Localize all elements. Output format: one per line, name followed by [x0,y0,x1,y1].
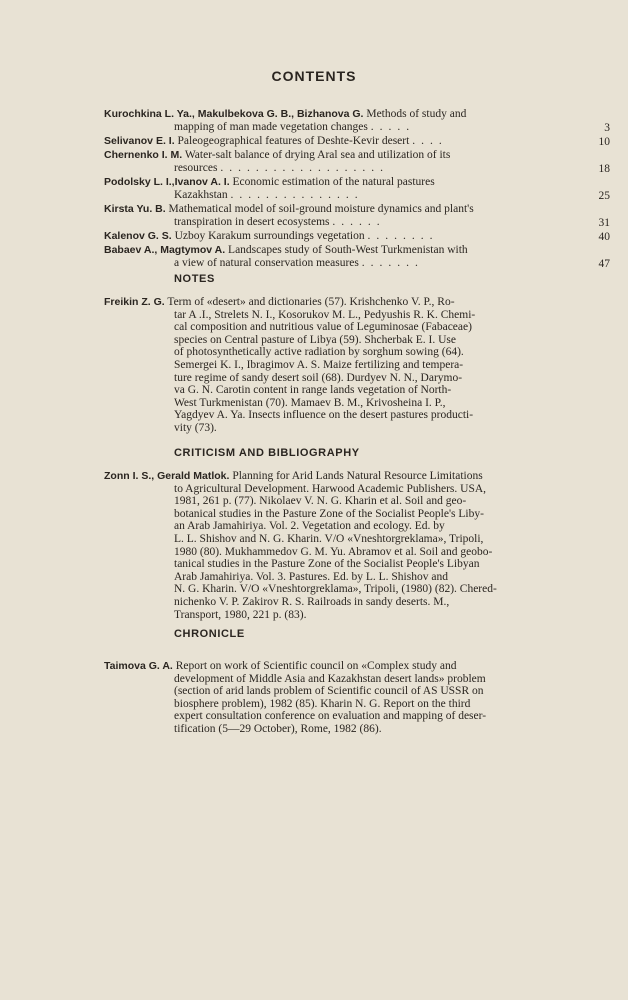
toc-page: 18 [598,163,610,176]
toc-page: 31 [598,217,610,230]
notes-line: cal composition and nutritious value of Leguminosae (Fabaceae) [174,321,472,334]
criticism-paragraph [104,470,576,621]
criticism-first-line: Planning for Arid Lands Natural Resource Limitations [232,470,483,482]
toc-page: 47 [598,258,610,271]
toc-title-cont: mapping of man made vegetation changes [174,120,368,133]
notes-line: Semergei K. I., Ibragimov A. S. Maize fertilizing and tempera- [174,358,464,371]
toc-title: Paleogeographical features of Deshte-Kevir desert [177,135,410,147]
toc-author: Chernenko I. M. [104,149,183,161]
chronicle-line: biosphere problem), 1982 (85). Kharin N. G. Report on the third [174,697,471,710]
chronicle-paragraph [104,660,576,736]
criticism-line: N. G. Kharin. V/O «Vneshtorgreklama», Tripoli, (1980) (82). Chered- [174,583,497,596]
toc-author: Kalenov G. S. [104,230,172,242]
criticism-line: 1980 (80). Mukhammedov G. M. Yu. Abramov et al. Soil and geobo- [174,545,493,558]
chronicle-lead-author: Taimova G. A. [104,660,173,672]
toc-title: Economic estimation of the natural pastures [232,176,435,188]
page-title: CONTENTS [271,68,357,84]
toc-author: Selivanov E. I. [104,135,175,147]
chronicle-line: tification (5—29 October), Rome, 1982 (86). [174,722,382,735]
toc-entry[interactable]: Babaev A., Magtymov A. Landscapes study of South-West Turkmenistan with a view of natural conservation measures ....... 47 [104,244,610,271]
toc-author: Podolsky L. I.,Ivanov A. I. [104,176,230,188]
notes-line: West Turkmenistan (70). Mamaev B. M., Krivosheina I. P., [174,396,446,409]
criticism-line: Transport, 1980, 221 p. (83). [174,608,307,621]
notes-line: ture regime of sandy desert soil (68). Durdyev N. N., Darymo- [174,371,463,384]
notes-first-line: Term of «desert» and dictionaries (57). Krishchenko V. P., Ro- [167,296,455,308]
toc-title: Methods of study and [366,108,467,120]
toc-list [104,108,610,271]
notes-line: tar A .I., Strelets N. I., Kosorukov M. L., Pedyushis R. K. Chemi- [174,308,476,321]
criticism-line: tanical studies in the Pasture Zone of the Socialist People's Libyan [174,558,480,571]
criticism-line: 1981, 261 p. (77). Nikolaev V. N. G. Kharin et al. Soil and geo- [174,495,467,508]
notes-heading: NOTES [174,273,215,285]
criticism-lead-author: Zonn I. S., Gerald Matlok. [104,470,230,482]
criticism-line: Arab Jamahiriya. Vol. 3. Pastures. Ed. by L. L. Shishov and [174,570,448,583]
criticism-line: an Arab Jamahiriya. Vol. 2. Vegetation and ecology. Ed. by [174,520,445,533]
toc-entry[interactable]: Selivanov E. I. Paleogeographical features of Deshte-Kevir desert .... 10 [104,135,610,149]
criticism-heading: CRITICISM AND BIBLIOGRAPHY [174,447,360,459]
toc-title: Landscapes study of South-West Turkmenistan with [228,244,468,256]
criticism-line: L. L. Shishov and N. G. Kharin. V/O «Vneshtorgreklama», Tripoli, [174,532,484,545]
toc-author: Kurochkina L. Ya., Makulbekova G. B., Bizhanova G. [104,108,364,120]
toc-entry[interactable]: Chernenko I. M. Water-salt balance of drying Aral sea and utilization of its resources ................... 18 [104,149,610,176]
toc-author: Kirsta Yu. B. [104,203,166,215]
notes-paragraph [104,296,576,435]
toc-entry[interactable]: Kalenov G. S. Uzboy Karakum surroundings vegetation ........ 40 [104,230,610,244]
notes-line: of photosynthetically active radiation by sorghum sowing (64). [174,346,464,359]
toc-entry[interactable]: Kirsta Yu. B. Mathematical model of soil-ground moisture dynamics and plant's transpiration in desert ecosystems ...... 31 [104,203,610,230]
toc-entry[interactable]: Podolsky L. I.,Ivanov A. I. Economic estimation of the natural pastures Kazakhstan ............... 25 [104,176,610,203]
toc-title-cont: resources [174,161,218,174]
chronicle-line: development of Middle Asia and Kazakhstan desert lands» problem [174,672,486,685]
toc-title-cont: a view of natural conservation measures [174,256,359,269]
toc-title-cont: transpiration in desert ecosystems [174,215,330,228]
toc-title-cont: Kazakhstan [174,188,228,201]
notes-line: va G. N. Carotin content in range lands vegetation of North- [174,384,452,397]
criticism-line: nichenko V. P. Zakirov R. S. Railroads in sandy deserts. M., [174,595,450,608]
toc-title: Mathematical model of soil-ground moisture dynamics and plant's [168,203,474,215]
criticism-line: to Agricultural Development. Harwood Academic Publishers. USA, [174,482,487,495]
chronicle-line: expert consultation conference on evaluation and mapping of deser- [174,710,487,723]
notes-line: vity (73). [174,421,217,434]
notes-line: Yagdyev A. Ya. Insects influence on the desert pastures producti- [174,409,474,422]
chronicle-first-line: Report on work of Scientific council on «Complex study and [175,660,457,672]
toc-entry[interactable]: Kurochkina L. Ya., Makulbekova G. B., Bizhanova G. Methods of study and mapping of man made vegetation changes ..... 3 [104,108,610,135]
toc-page: 25 [598,190,610,203]
toc-title: Water-salt balance of drying Aral sea and utilization of its [184,149,451,161]
criticism-line: botanical studies in the Pasture Zone of the Socialist People's Liby- [174,507,484,520]
toc-title: Uzboy Karakum surroundings vegetation [174,230,365,242]
chronicle-line: (section of arid lands problem of Scientific council of AS USSR on [174,685,484,698]
toc-author: Babaev A., Magtymov A. [104,244,226,256]
chronicle-heading: CHRONICLE [174,628,245,640]
toc-page: 40 [598,231,610,244]
notes-lead-author: Freikin Z. G. [104,296,165,308]
notes-line: species on Central pasture of Libya (59). Shcherbak E. I. Use [174,333,456,346]
toc-page: 10 [598,136,610,149]
toc-page: 3 [604,122,610,135]
